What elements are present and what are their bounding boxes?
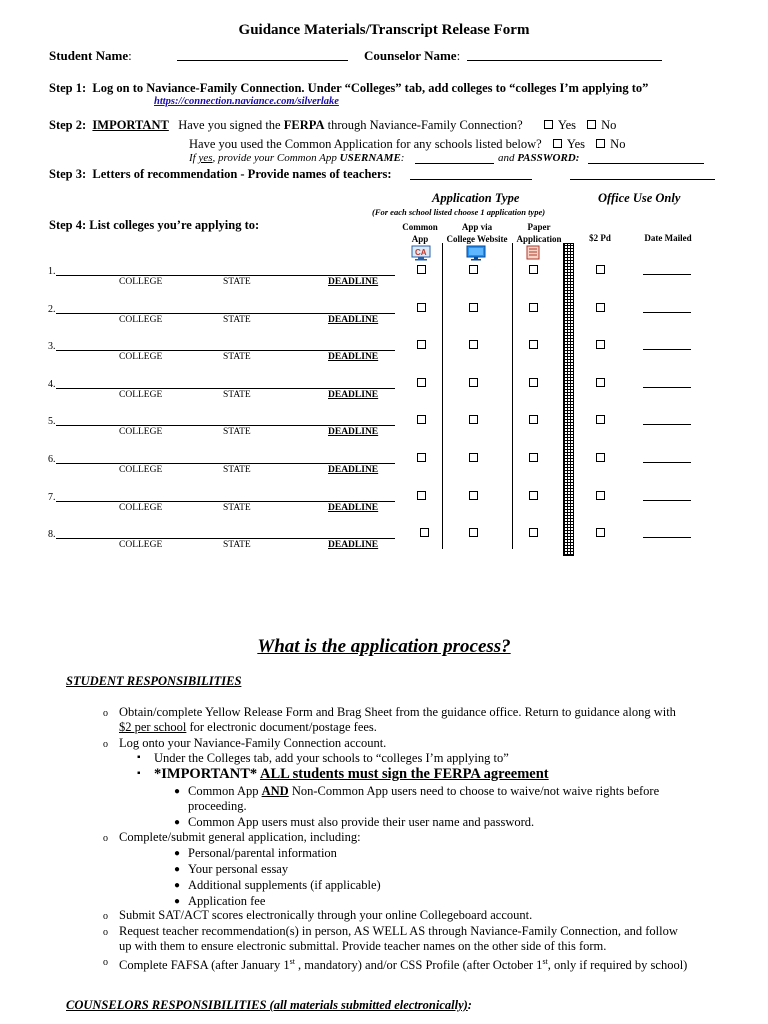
paper-stack-icon — [524, 245, 542, 261]
date-mailed-field[interactable] — [643, 312, 691, 313]
step3: Step 3: Letters of recommendation - Provide names of teachers: — [49, 167, 392, 181]
sub-label-deadline: DEADLINE — [328, 503, 379, 513]
paid-checkbox[interactable] — [596, 491, 605, 500]
col-common-app: Common App — [402, 222, 438, 244]
naviance-link[interactable]: https://connection.naviance.com/silverlake — [154, 96, 339, 107]
date-mailed-field[interactable] — [643, 500, 691, 501]
college-entry-field[interactable] — [56, 350, 395, 351]
sub-label-state: STATE — [223, 277, 251, 287]
teacher-name-field-2[interactable] — [570, 179, 715, 180]
sub-label-college: COLLEGE — [119, 315, 163, 325]
commonapp-no-checkbox[interactable] — [596, 139, 605, 148]
step4: Step 4: List colleges you’re applying to: — [49, 218, 260, 232]
sub-label-college: COLLEGE — [119, 427, 163, 437]
col-paid: $2 Pd — [589, 233, 611, 243]
divider-web-paper — [512, 243, 513, 549]
paid-checkbox[interactable] — [596, 415, 605, 424]
student-name-label: Student Name: — [49, 48, 132, 63]
computer-monitor-icon — [466, 245, 486, 261]
date-mailed-field[interactable] — [643, 462, 691, 463]
sub-label-deadline: DEADLINE — [328, 465, 379, 475]
commonapp-yes-checkbox[interactable] — [553, 139, 562, 148]
sub-label-deadline: DEADLINE — [328, 352, 379, 362]
list-item: Under the Colleges tab, add your schools to “colleges I’m applying to” — [154, 751, 509, 765]
sub-label-college: COLLEGE — [119, 465, 163, 475]
row-number: 4. — [48, 379, 56, 390]
paid-checkbox[interactable] — [596, 378, 605, 387]
common-app-checkbox[interactable] — [417, 491, 426, 500]
common-app-checkbox[interactable] — [417, 378, 426, 387]
list-item: up with them to ensure electronic submittal. Provide teacher names on the other side of this form. — [119, 939, 607, 953]
date-mailed-field[interactable] — [643, 274, 691, 275]
ferpa-yes-checkbox[interactable] — [544, 120, 553, 129]
sub-label-college: COLLEGE — [119, 390, 163, 400]
list-item: proceeding. — [188, 799, 247, 813]
college-entry-field[interactable] — [56, 538, 395, 539]
sub-label-deadline: DEADLINE — [328, 540, 379, 550]
list-item: Request teacher recommendation(s) in person, AS WELL AS through Naviance-Family Connection, and follow — [119, 924, 678, 938]
step1: Step 1: Log on to Naviance-Family Connection. Under “Colleges” tab, add colleges to “colleges I’m applying to” — [49, 81, 649, 95]
student-name-field[interactable] — [177, 60, 348, 61]
paper-application-checkbox[interactable] — [529, 491, 538, 500]
paper-application-checkbox[interactable] — [529, 378, 538, 387]
paper-application-checkbox[interactable] — [529, 303, 538, 312]
college-website-checkbox[interactable] — [469, 340, 478, 349]
college-entry-field[interactable] — [56, 463, 395, 464]
student-responsibilities-heading: STUDENT RESPONSIBILITIES — [66, 674, 242, 688]
paper-application-checkbox[interactable] — [529, 340, 538, 349]
list-item: Complete FAFSA (after January 1st , mandatory) and/or CSS Profile (after October 1st, only if required by school) — [119, 957, 688, 973]
list-item: Additional supplements (if applicable) — [188, 878, 381, 892]
college-website-checkbox[interactable] — [469, 491, 478, 500]
sub-label-deadline: DEADLINE — [328, 277, 379, 287]
ferpa-no-checkbox[interactable] — [587, 120, 596, 129]
paid-checkbox[interactable] — [596, 528, 605, 537]
counselor-name-label: Counselor Name: — [364, 48, 461, 63]
application-type-note: (For each school listed choose 1 application type) — [372, 207, 546, 217]
college-website-checkbox[interactable] — [469, 265, 478, 274]
common-app-icon — [411, 245, 431, 261]
col-app-via-website: App via College Website — [446, 222, 508, 244]
college-website-checkbox[interactable] — [469, 378, 478, 387]
college-entry-field[interactable] — [56, 501, 395, 502]
date-mailed-field[interactable] — [643, 349, 691, 350]
svg-text:CA: CA — [415, 248, 427, 257]
common-app-checkbox[interactable] — [417, 453, 426, 462]
common-app-checkbox[interactable] — [417, 265, 426, 274]
paid-checkbox[interactable] — [596, 265, 605, 274]
row-number: 6. — [48, 454, 56, 465]
list-item: Common App users must also provide their user name and password. — [188, 815, 535, 829]
sub-label-state: STATE — [223, 465, 251, 475]
row-number: 2. — [48, 304, 56, 315]
password-label: and PASSWORD: — [498, 152, 580, 164]
sub-label-state: STATE — [223, 503, 251, 513]
paper-application-checkbox[interactable] — [529, 415, 538, 424]
paper-application-checkbox[interactable] — [529, 265, 538, 274]
list-item: $2 per school for electronic document/postage fees. — [119, 720, 377, 734]
sub-label-deadline: DEADLINE — [328, 315, 379, 325]
step2-q1: Step 2: IMPORTANT Have you signed the FERPA through Naviance-Family Connection? Yes No — [49, 118, 617, 132]
teacher-name-field-1[interactable] — [410, 179, 532, 180]
divider-common-web — [442, 243, 443, 549]
list-item: Complete/submit general application, including: — [119, 830, 361, 844]
list-item: Your personal essay — [188, 862, 289, 876]
college-website-checkbox[interactable] — [469, 453, 478, 462]
college-entry-field[interactable] — [56, 388, 395, 389]
username-field[interactable] — [415, 163, 494, 164]
row-number: 8. — [48, 529, 56, 540]
ferpa-important: *IMPORTANT* ALL students must sign the FERPA agreement — [154, 766, 549, 782]
sub-label-state: STATE — [223, 540, 251, 550]
password-field[interactable] — [588, 163, 704, 164]
sub-label-deadline: DEADLINE — [328, 390, 379, 400]
common-app-checkbox[interactable] — [420, 528, 429, 537]
sub-label-state: STATE — [223, 427, 251, 437]
counselor-name-field[interactable] — [467, 60, 662, 61]
counselor-responsibilities-heading: COUNSELORS RESPONSIBILITIES (all materials submitted electronically): — [66, 998, 472, 1012]
college-entry-field[interactable] — [56, 313, 395, 314]
list-item: Common App AND Non-Common App users need to choose to waive/not waive rights before — [188, 784, 660, 798]
step2-credentials: If yes, provide your Common App USERNAME: — [189, 152, 405, 164]
row-number: 1. — [48, 266, 56, 277]
process-heading: What is the application process? — [257, 636, 511, 657]
sub-label-college: COLLEGE — [119, 540, 163, 550]
step2-q2: Have you used the Common Application for any schools listed below? Yes No — [189, 137, 626, 151]
date-mailed-field[interactable] — [643, 387, 691, 388]
list-item: Application fee — [188, 894, 266, 908]
sub-label-state: STATE — [223, 315, 251, 325]
row-number: 3. — [48, 341, 56, 352]
date-mailed-field[interactable] — [643, 424, 691, 425]
hatched-separator — [563, 243, 574, 556]
paid-checkbox[interactable] — [596, 340, 605, 349]
col-paper-application: Paper Application — [516, 222, 562, 244]
application-type-heading: Application Type — [432, 191, 520, 205]
paper-application-checkbox[interactable] — [529, 453, 538, 462]
college-website-checkbox[interactable] — [469, 303, 478, 312]
sub-label-deadline: DEADLINE — [328, 427, 379, 437]
paid-checkbox[interactable] — [596, 453, 605, 462]
common-app-checkbox[interactable] — [417, 415, 426, 424]
row-number: 7. — [48, 492, 56, 503]
common-app-checkbox[interactable] — [417, 303, 426, 312]
college-entry-field[interactable] — [56, 275, 395, 276]
sub-label-college: COLLEGE — [119, 503, 163, 513]
col-date-mailed: Date Mailed — [644, 233, 692, 243]
list-item: Personal/parental information — [188, 846, 337, 860]
college-entry-field[interactable] — [56, 425, 395, 426]
list-item: Obtain/complete Yellow Release Form and Brag Sheet from the guidance office. Return to guidance along with — [119, 705, 676, 719]
office-use-heading: Office Use Only — [598, 191, 681, 205]
sub-label-college: COLLEGE — [119, 352, 163, 362]
common-app-checkbox[interactable] — [417, 340, 426, 349]
sub-label-college: COLLEGE — [119, 277, 163, 287]
college-website-checkbox[interactable] — [469, 528, 478, 537]
form-title: Guidance Materials/Transcript Release Form — [238, 22, 530, 38]
list-item: Submit SAT/ACT scores electronically through your online Collegeboard account. — [119, 908, 533, 922]
date-mailed-field[interactable] — [643, 537, 691, 538]
college-website-checkbox[interactable] — [469, 415, 478, 424]
row-number: 5. — [48, 416, 56, 427]
paper-application-checkbox[interactable] — [529, 528, 538, 537]
list-item: Log onto your Naviance-Family Connection account. — [119, 736, 387, 750]
paid-checkbox[interactable] — [596, 303, 605, 312]
sub-label-state: STATE — [223, 352, 251, 362]
sub-label-state: STATE — [223, 390, 251, 400]
